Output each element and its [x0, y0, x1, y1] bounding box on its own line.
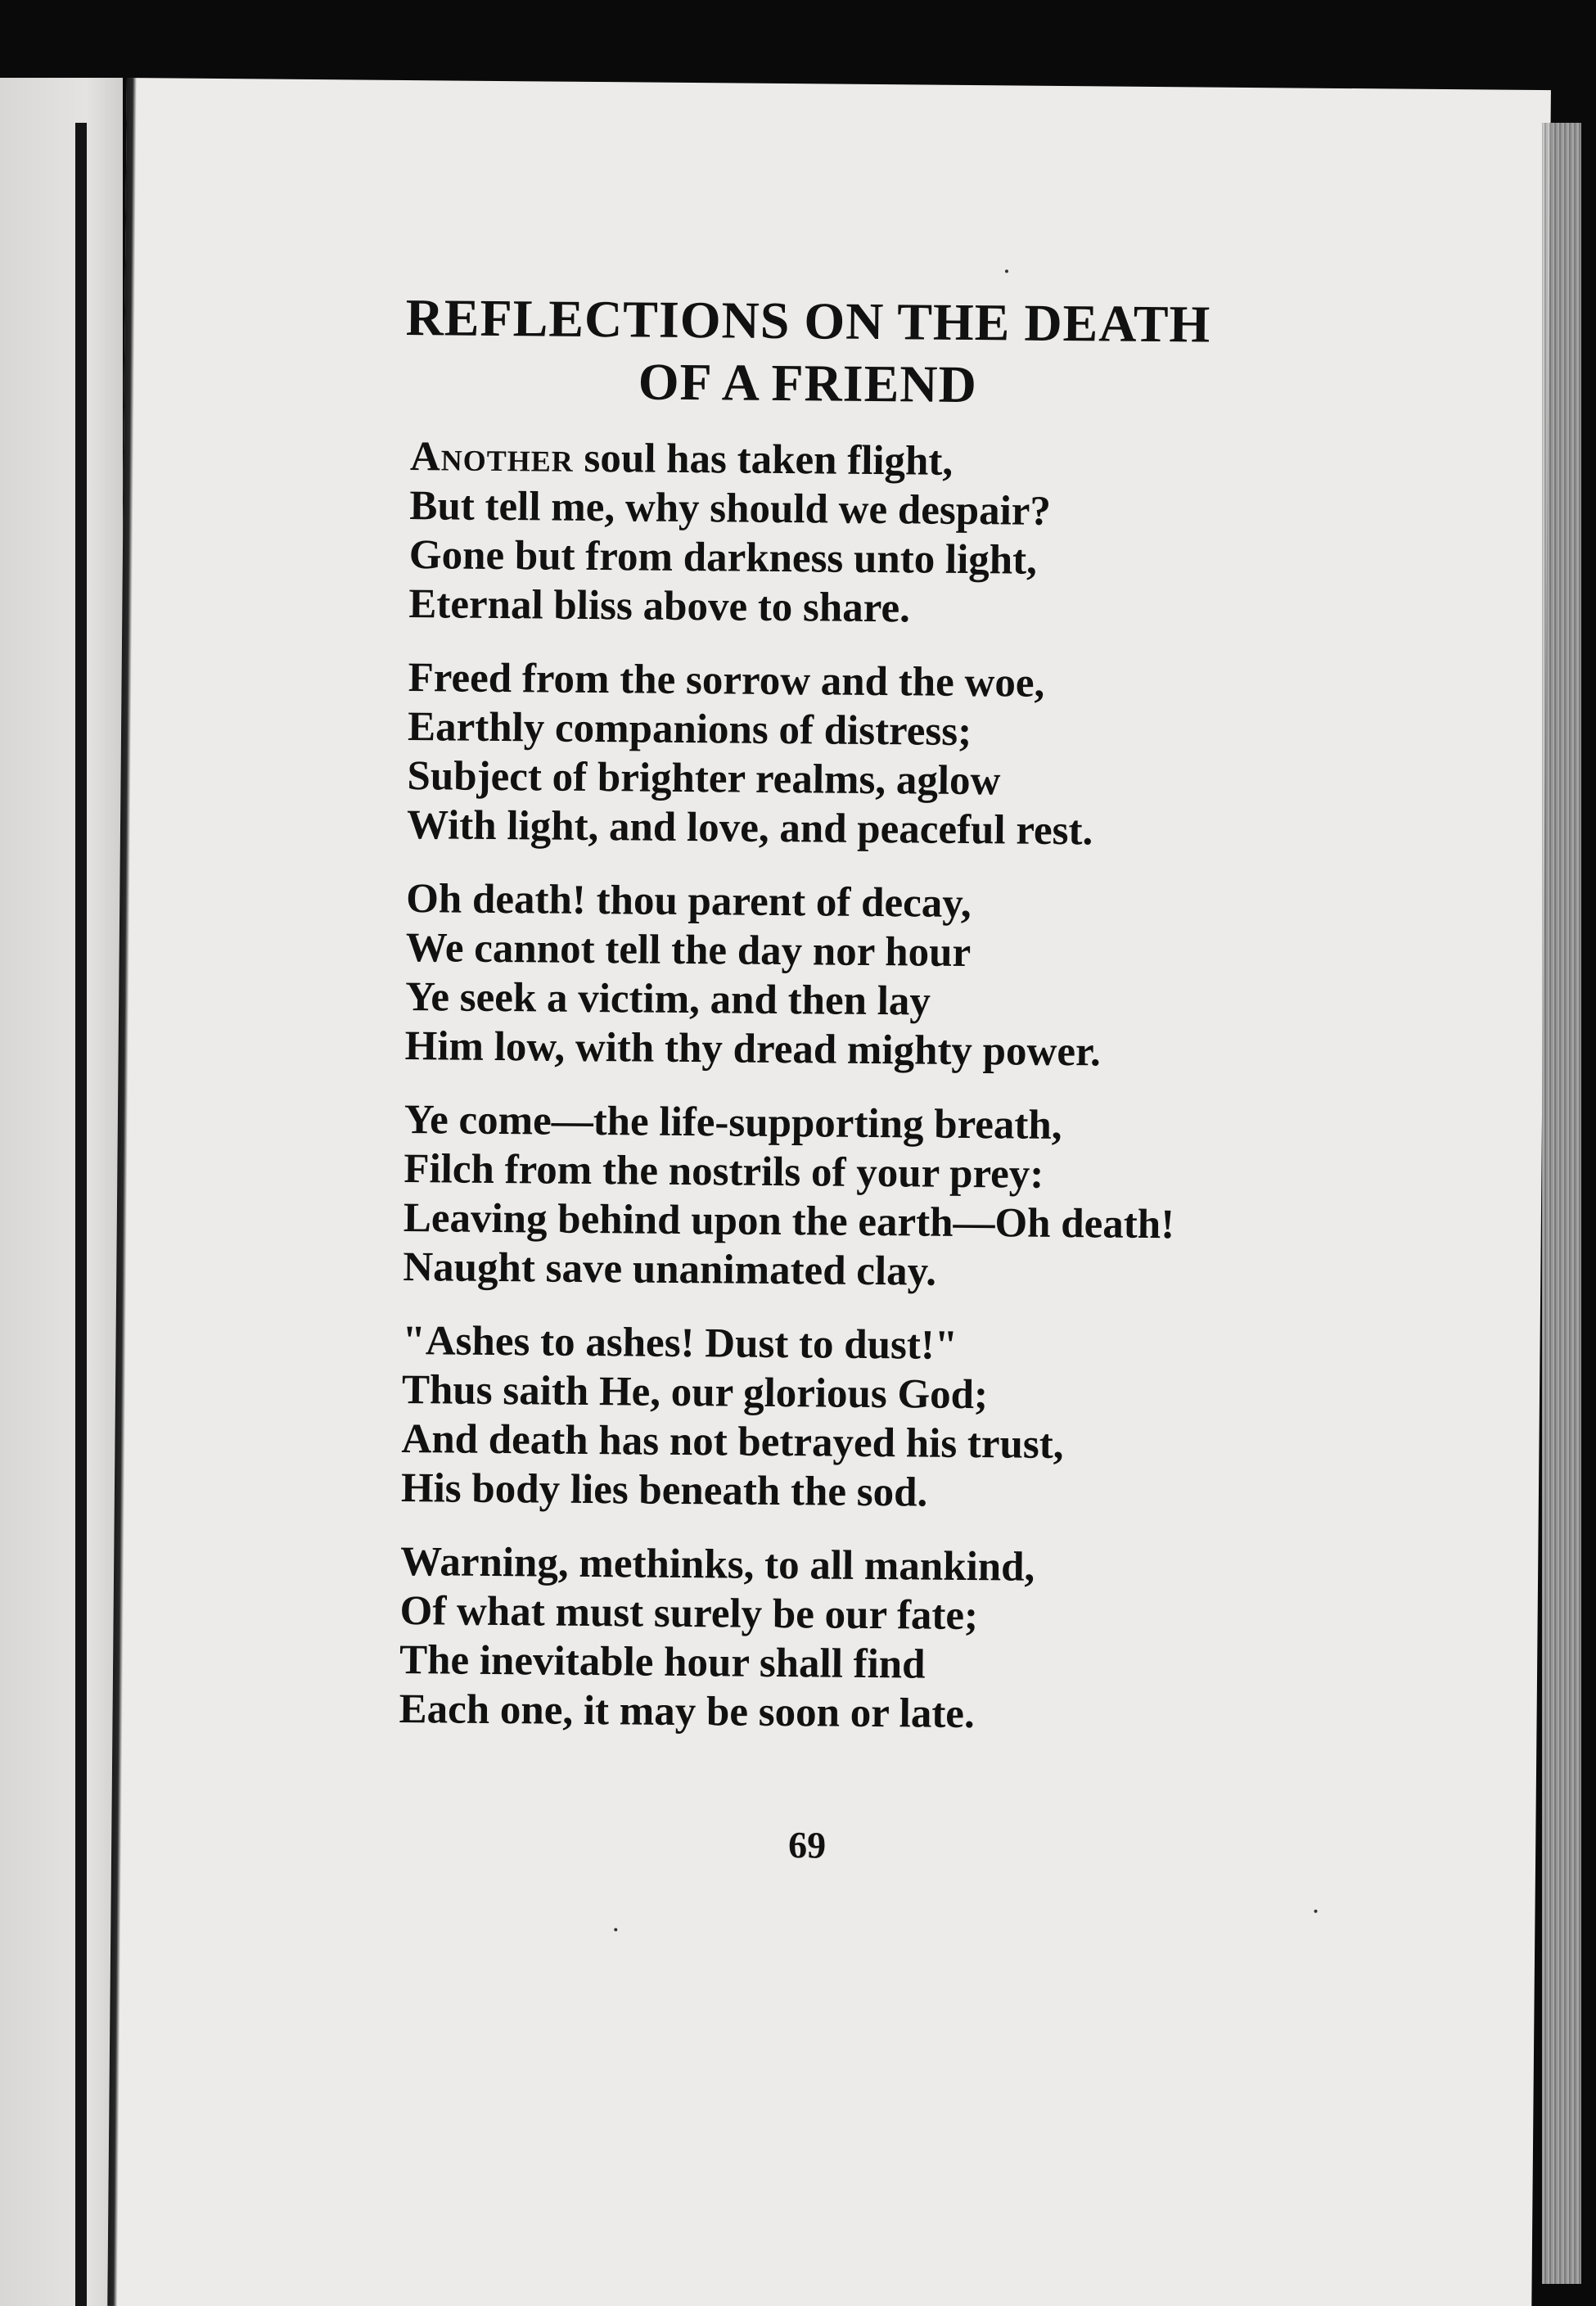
- page-fore-edge: [1542, 123, 1581, 2284]
- print-speck: [1314, 1910, 1317, 1913]
- stanza: [404, 874, 1347, 1079]
- poem-line: We cannot tell the day nor hour: [405, 925, 972, 977]
- poem-line: Each one, it may be soon or late.: [399, 1686, 975, 1738]
- poem-line: Leaving behind upon the earth—Oh death!: [403, 1195, 1175, 1248]
- poem-line: The inevitable hour shall find: [399, 1636, 926, 1688]
- poem-line: But tell me, why should we despair?: [409, 483, 1052, 535]
- stanza: [403, 1095, 1346, 1300]
- poem-line: Earthly companions of distress;: [407, 704, 972, 756]
- poem-title-line-1: REFLECTIONS ON THE DEATH: [405, 287, 1211, 354]
- poem-line: Eternal bliss above to share.: [408, 581, 911, 632]
- poem-line: Warning, methinks, to all mankind,: [399, 1538, 1035, 1591]
- binding-shadow: [75, 123, 87, 2306]
- poem-line-text: soul has taken flight,: [573, 435, 954, 485]
- poem-title-line-2: OF A FRIEND: [638, 352, 978, 414]
- poem-line: Freed from the sorrow and the woe,: [408, 655, 1045, 706]
- poem-body: [399, 432, 1351, 1767]
- stanza: [399, 1537, 1341, 1742]
- print-speck: [1005, 269, 1008, 273]
- print-speck: [614, 1928, 617, 1931]
- page-number: 69: [787, 1824, 827, 1866]
- poem-line: Ye seek a victim, and then lay: [404, 974, 931, 1025]
- poem-line: His body lies beneath the sod.: [400, 1464, 928, 1516]
- poem-line: Thus saith He, our glorious God;: [401, 1366, 989, 1419]
- poem-line: Gone but from darkness unto light,: [408, 532, 1038, 584]
- poem-line: Him low, with thy dread mighty power.: [404, 1023, 1101, 1076]
- poem-line: With light, and love, and peaceful rest.: [406, 802, 1093, 855]
- poem-line: Filch from the nostrils of your prey:: [404, 1146, 1044, 1198]
- stanza: [401, 1316, 1344, 1521]
- poem-text-block: [107, 78, 1551, 2306]
- poem-line: Subject of brighter realms, aglow: [407, 753, 1001, 805]
- poem-title: [357, 286, 1258, 418]
- poem-line: "Ashes to ashes! Dust to dust!": [402, 1317, 958, 1369]
- opening-word: Another: [409, 434, 575, 481]
- poem-line: Ye come—the life-supporting breath,: [404, 1097, 1062, 1149]
- stanza: [407, 653, 1350, 858]
- stanza: [408, 432, 1351, 637]
- poem-line: Naught save unanimated clay.: [403, 1244, 937, 1295]
- poem-line: [410, 432, 1351, 490]
- book-page: [107, 78, 1551, 2306]
- poem-line: Of what must surely be our fate;: [399, 1587, 979, 1640]
- poem-line: And death has not betrayed his trust,: [401, 1415, 1064, 1469]
- poem-line: Oh death! thou parent of decay,: [406, 876, 972, 927]
- facing-page-edge: [0, 78, 123, 2306]
